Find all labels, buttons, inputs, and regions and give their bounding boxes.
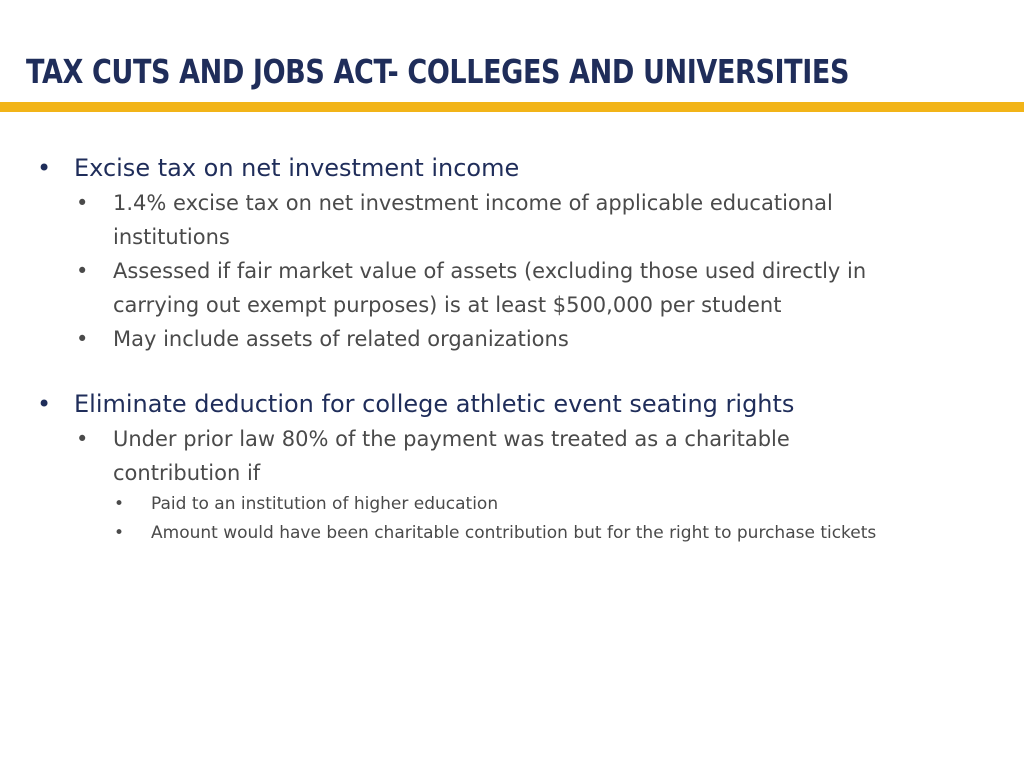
sub-bullet [0,254,1024,288]
bullet-glyph: • [76,327,89,351]
bullet-glyph: • [37,390,52,418]
sub-bullet-continuation [0,456,1024,490]
sub-bullet-text: institutions [113,225,230,249]
bullet-glyph: • [37,154,52,182]
slide-body [0,150,1024,548]
sub-bullet-text: 1.4% excise tax on net investment income of applicable educational [113,191,833,215]
sub-bullet-continuation [0,288,1024,322]
sub-sub-bullet-text: Paid to an institution of higher education [151,494,499,514]
section-heading [0,386,1024,422]
sub-bullet-text: Under prior law 80% of the payment was treated as a charitable [113,427,790,451]
sub-sub-bullet [0,519,1024,548]
sub-bullet-continuation [0,220,1024,254]
sub-bullet [0,186,1024,220]
sub-bullet-text: carrying out exempt purposes) is at least $500,000 per student [113,293,782,317]
bullet-glyph: • [114,523,125,543]
section-heading-text: Eliminate deduction for college athletic event seating rights [74,390,795,418]
sub-bullet [0,422,1024,456]
sub-bullet-text: Assessed if fair market value of assets (excluding those used directly in [113,259,867,283]
sub-bullet-text: contribution if [113,461,261,485]
slide-title: TAX CUTS AND JOBS ACT- COLLEGES AND UNIVERSITIES [26,52,850,91]
sub-bullet-text: May include assets of related organizations [113,327,569,351]
sub-bullet [0,322,1024,356]
sub-sub-bullet [0,490,1024,519]
section-heading-text: Excise tax on net investment income [74,154,520,182]
section-heading [0,150,1024,186]
section-spacer [0,356,1024,386]
bullet-glyph: • [114,494,125,514]
title-accent-bar [0,102,1024,112]
bullet-glyph: • [76,191,89,215]
bullet-glyph: • [76,259,89,283]
bullet-glyph: • [76,427,89,451]
sub-sub-bullet-text: Amount would have been charitable contribution but for the right to purchase tickets [151,523,877,543]
